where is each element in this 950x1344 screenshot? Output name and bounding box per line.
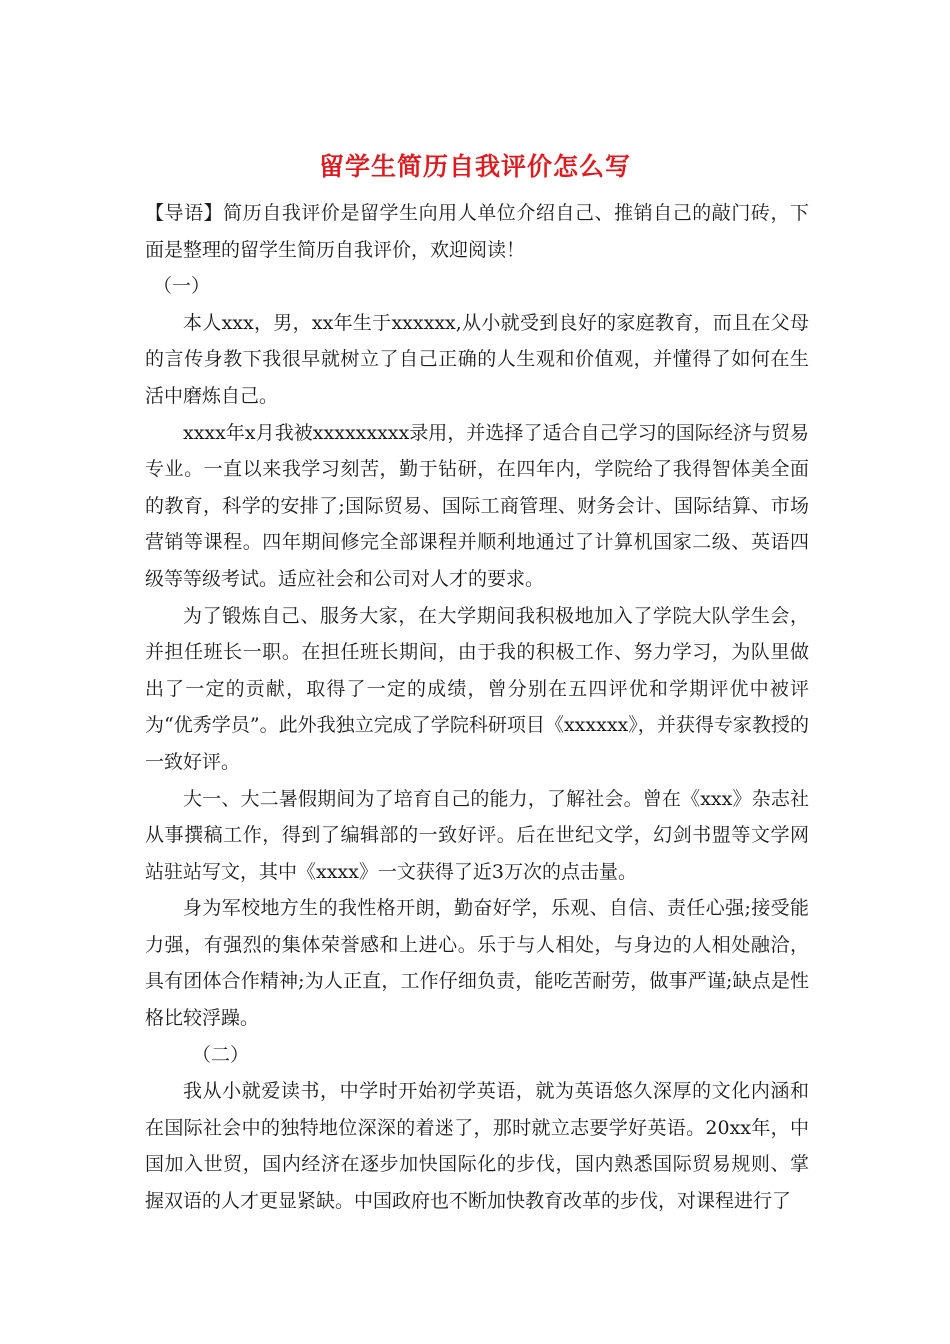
section-2-paragraph: 我从小就爱读书，中学时开始初学英语，就为英语悠久深厚的文化内涵和在国际社会中的独特地位深深的着迷了，那时就立志要学好英语。20xx年，中国加入世贸，国内经济在逐步加快国际化的步伐，国内熟悉国际贸易规则、掌握双语的人才更显紧缺。中国政府也不断加快教育改革的步伐，对课程进行了 bbox=[145, 1080, 809, 1213]
section-1-heading: （一） bbox=[153, 275, 211, 298]
section-1-paragraph: 本人xxx，男，xx年生于xxxxxx,从小就受到良好的家庭教育，而且在父母的言传身教下我很早就树立了自己正确的人生观和价值观，并懂得了如何在生活中磨炼自己。 bbox=[145, 311, 809, 407]
document-title: 留学生简历自我评价怎么写 bbox=[318, 152, 631, 181]
section-1-paragraph: 大一、大二暑假期间为了培育自己的能力，了解社会。曾在《xxx》杂志社从事撰稿工作，得到了编辑部的一致好评。后在世纪文学，幻剑书盟等文学网站驻站写文，其中《xxxx》一文获得了近3万次的点击量。 bbox=[145, 787, 809, 883]
section-1-paragraph: 为了锻炼自己、服务大家，在大学期间我积极地加入了学院大队学生会，并担任班长一职。在担任班长期间，由于我的积极工作、努力学习，为队里做出了一定的贡献，取得了一定的成绩，曾分别在五四评优和学期评优中被评为“优秀学员”。此外我独立完成了学院科研项目《xxxxxx》，并获得专家教授的一致好评。 bbox=[145, 604, 809, 773]
section-1-paragraph: 身为军校地方生的我性格开朗，勤奋好学，乐观、自信、责任心强;接受能力强，有强烈的集体荣誉感和上进心。乐于与人相处，与身边的人相处融洽，具有团体合作精神;为人正直，工作仔细负责，能吃苦耐劳，做事严谨;缺点是性格比较浮躁。 bbox=[145, 897, 809, 1030]
section-1-paragraph: xxxx年x月我被xxxxxxxxx录用，并选择了适合自己学习的国际经济与贸易专业。一直以来我学习刻苦，勤于钻研，在四年内，学院给了我得智体美全面的教育，科学的安排了;国际贸易、国际工商管理、财务会计、国际结算、市场营销等课程。四年期间修完全部课程并顺利地通过了计算机国家二级、英语四级等等级考试。适应社会和公司对人才的要求。 bbox=[145, 421, 809, 590]
document-body bbox=[145, 195, 809, 1220]
section-2-heading: （二） bbox=[192, 1043, 250, 1066]
intro-paragraph: 【导语】简历自我评价是留学生向用人单位介绍自己、推销自己的敲门砖，下面是整理的留学生简历自我评价，欢迎阅读！ bbox=[145, 202, 809, 261]
